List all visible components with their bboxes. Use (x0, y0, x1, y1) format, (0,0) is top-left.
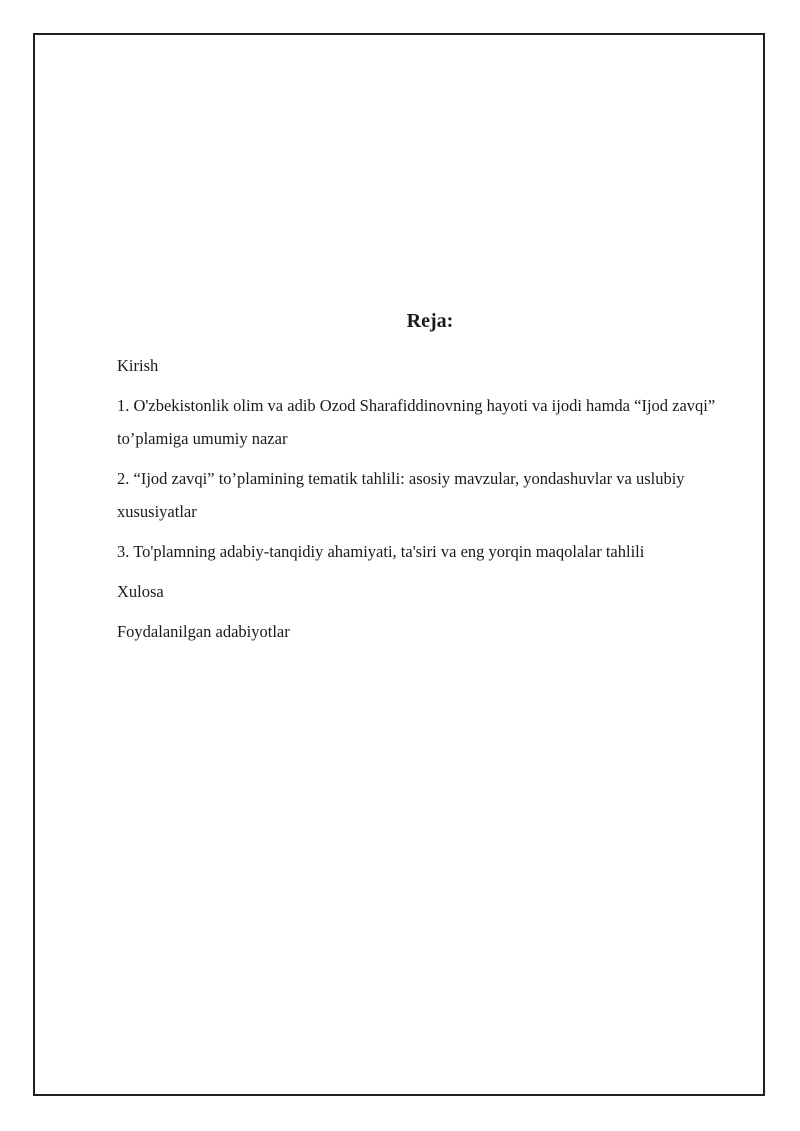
plan-item-conclusion: Xulosa (117, 582, 164, 601)
page-frame (33, 33, 765, 1096)
plan-item-intro: Kirish (117, 356, 159, 375)
plan-item-3: 3. To'plamning adabiy-tanqidiy ahamiyati, ta'siri va eng yorqin maqolalar tahlili (117, 542, 645, 561)
plan-item-2: 2. “Ijod zavqi” to’plamining tematik tahlili: asosiy mavzular, yondashuvlar va uslubiy xususiyatlar (117, 469, 685, 521)
plan-item-references: Foydalanilgan adabiyotlar (117, 622, 290, 641)
plan-item-1: 1. O'zbekistonlik olim va adib Ozod Sharafiddinovning hayoti va ijodi hamda “Ijod zavqi” to’plamiga umumiy nazar (117, 396, 716, 448)
page-title: Reja: (406, 310, 454, 332)
plan-list (117, 349, 749, 655)
